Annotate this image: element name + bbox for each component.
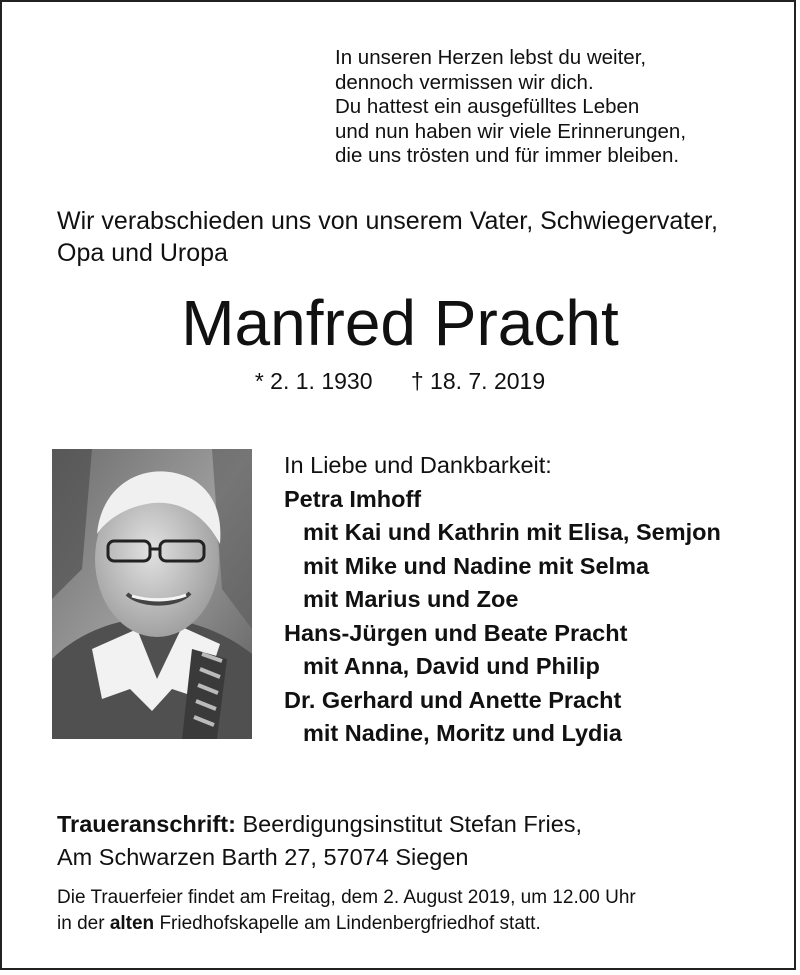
poem-line: Du hattest ein ausgefülltes Leben [335, 95, 640, 119]
portrait-photo [52, 449, 252, 739]
family-member: mit Mike und Nadine mit Selma [303, 552, 650, 579]
service-line1: Die Trauerfeier findet am Freitag, dem 2. August 2019, um 12.00 Uhr [57, 887, 636, 908]
mourning-address [57, 808, 582, 874]
family-group-head: Dr. Gerhard und Anette Pracht [284, 686, 622, 713]
poem [335, 46, 686, 169]
poem-line: und nun haben wir viele Erinnerungen, [335, 119, 687, 143]
birth-date: * 2. 1. 1930 [254, 368, 373, 394]
family-member: mit Marius und Zoe [303, 586, 519, 612]
poem-line: dennoch vermissen wir dich. [335, 70, 594, 94]
farewell-intro [57, 205, 718, 269]
deceased-name: Manfred Pracht [181, 287, 619, 359]
poem-line: In unseren Herzen lebst du weiter, [335, 46, 647, 69]
service-line2-pre: in der [57, 913, 105, 934]
poem-line: die uns trösten und für immer bleiben. [335, 144, 680, 168]
life-dates [2, 366, 798, 396]
intro-line: Opa und Uropa [57, 239, 228, 267]
portrait-icon [52, 449, 252, 739]
service-line2-bold: alten [109, 913, 155, 934]
family-heading: In Liebe und Dankbarkeit: [284, 452, 552, 478]
funeral-service-info [57, 885, 636, 937]
death-date: † 18. 7. 2019 [410, 368, 546, 394]
address-label: Traueranschrift: [57, 811, 236, 837]
family-member: mit Anna, David und Philip [303, 653, 600, 679]
service-line2-post: Friedhofskapelle am Lindenbergfriedhof statt. [159, 913, 541, 934]
address-line1: Beerdigungsinstitut Stefan Fries, [242, 811, 583, 837]
address-line2: Am Schwarzen Barth 27, 57074 Siegen [57, 844, 469, 870]
family-member: mit Kai und Kathrin mit Elisa, Semjon [303, 519, 721, 545]
intro-line: Wir verabschieden uns von unserem Vater, Schwiegervater, [57, 207, 718, 235]
family-list [284, 449, 721, 751]
family-member: mit Nadine, Moritz und Lydia [303, 720, 622, 746]
family-group-head: Hans-Jürgen und Beate Pracht [284, 619, 628, 646]
family-group-head: Petra Imhoff [284, 485, 422, 512]
